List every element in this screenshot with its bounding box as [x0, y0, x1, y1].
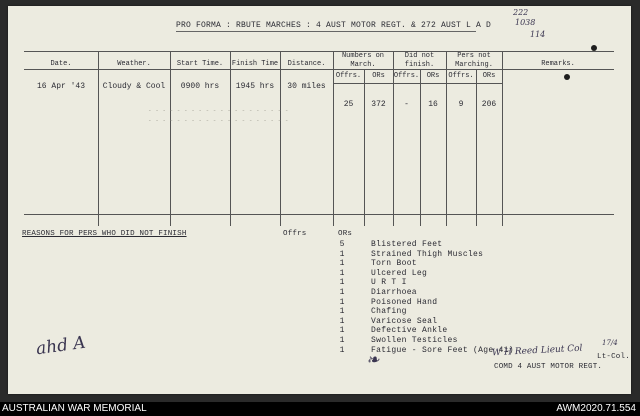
footer-accession-number: AWM2020.71.554	[556, 403, 636, 414]
header-numbers-on-march: Numbers on March.	[341, 52, 384, 69]
reason-count: 1	[339, 326, 345, 336]
cell-notmarch-ors: 206	[481, 100, 497, 109]
cell-notmarch-offrs: 9	[458, 100, 464, 109]
signature-date: 17/4	[602, 339, 618, 347]
table-bottom-rule	[24, 214, 614, 215]
header-pers-not-marching: Pers not Marching.	[455, 52, 493, 69]
reason-count: 1	[339, 336, 345, 345]
table-top-rule	[24, 51, 614, 52]
cell-distance: 30 miles	[287, 82, 326, 91]
reasons-title: REASONS FOR PERS WHO DID NOT FINISH	[22, 230, 187, 238]
reason-count: 1	[339, 297, 345, 307]
cell-dnf-ors: 16	[428, 100, 438, 109]
reason-text: Torn Boot	[371, 259, 417, 269]
subheader-ors: ORs	[426, 72, 440, 80]
reasons-offrs-label: Offrs	[283, 230, 307, 238]
reason-count: 1	[339, 259, 345, 269]
subheader-offrs: Offrs.	[335, 72, 362, 80]
signature-role: COMD 4 AUST MOTOR REGT.	[494, 363, 603, 371]
subheader-ors: ORs	[372, 72, 385, 80]
subheader-offrs: Offrs.	[448, 72, 474, 80]
footer-institution: AUSTRALIAN WAR MEMORIAL	[2, 403, 147, 414]
title-underline	[176, 31, 476, 32]
col-divider	[98, 51, 99, 226]
reasons-ors-label: ORs	[338, 230, 353, 238]
subheader-offrs: Offrs.	[393, 72, 420, 80]
cell-finish-time: 1945 hrs	[235, 82, 275, 91]
reason-text: Poisoned Hand	[371, 297, 438, 307]
reverse-bleed-through: - - - - - - - - - - - - - - - - - - - -	[148, 107, 289, 114]
header-start-time: Start Time.	[176, 60, 224, 68]
punch-hole	[564, 74, 570, 80]
reason-text: Fatigue - Sore Feet (Age 41)	[371, 345, 514, 355]
reason-text: Varicose Seal	[371, 316, 438, 326]
col-divider	[364, 69, 365, 226]
col-divider	[476, 69, 477, 226]
cell-date: 16 Apr '43	[36, 82, 85, 91]
reason-count: 5	[339, 240, 345, 249]
reason-text: Ulcered Leg	[371, 268, 428, 278]
header-date: Date.	[50, 60, 72, 68]
reason-text: Diarrhoea	[371, 288, 417, 297]
signature-role-suffix: Lt-Col.	[597, 353, 630, 361]
reason-count: 1	[339, 316, 345, 326]
cell-weather: Cloudy & Cool	[102, 82, 166, 91]
reason-text: Swollen Testicles	[371, 336, 458, 345]
ref-number-mid: 1038	[515, 18, 536, 27]
cell-march-ors: 372	[371, 100, 386, 109]
reason-text: Blistered Feet	[371, 240, 443, 249]
reason-count: 1	[339, 345, 345, 355]
ref-number-bot: 114	[530, 30, 546, 39]
document-page	[8, 6, 631, 394]
punch-hole	[591, 45, 597, 51]
header-weather: Weather.	[117, 60, 151, 68]
form-title: PRO FORMA : RBUTE MARCHES : 4 AUST MOTOR REGT. & 272 AUST L A D	[176, 21, 492, 30]
ref-number-top: 222	[513, 8, 529, 17]
col-divider	[420, 69, 421, 226]
col-divider	[170, 51, 171, 226]
scribble-mark: ❧	[365, 349, 381, 370]
reason-text: Chafing	[371, 307, 407, 317]
header-remarks: Remarks.	[541, 60, 575, 68]
reason-text: U R T I	[371, 278, 407, 288]
archive-footer	[0, 402, 640, 416]
header-finish-time: Finish Time	[231, 60, 279, 68]
reason-count: 1	[339, 288, 345, 297]
cell-march-offrs: 25	[343, 100, 354, 109]
commander-signature: W H Reed Lieut Col	[491, 343, 583, 359]
initials-signature: ahd A	[34, 332, 87, 360]
col-divider	[230, 51, 231, 226]
reason-count: 1	[339, 268, 345, 278]
table-header-rule	[24, 69, 614, 70]
cell-dnf-offrs: -	[404, 100, 409, 109]
reason-count: 1	[339, 307, 345, 317]
col-divider	[502, 51, 503, 226]
subheader-ors: ORs	[482, 72, 496, 80]
col-divider	[280, 51, 281, 226]
header-distance: Distance.	[287, 60, 326, 68]
reason-text: Strained Thigh Muscles	[371, 249, 484, 259]
reverse-bleed-through: - - - - - - - - - - - - - - - - - - - -	[148, 117, 289, 124]
header-did-not-finish: Did not finish.	[404, 52, 435, 69]
reason-text: Defective Ankle	[371, 326, 448, 336]
reason-count: 1	[339, 249, 345, 259]
reason-count: 1	[339, 278, 345, 288]
cell-start-time: 0900 hrs	[180, 82, 220, 91]
